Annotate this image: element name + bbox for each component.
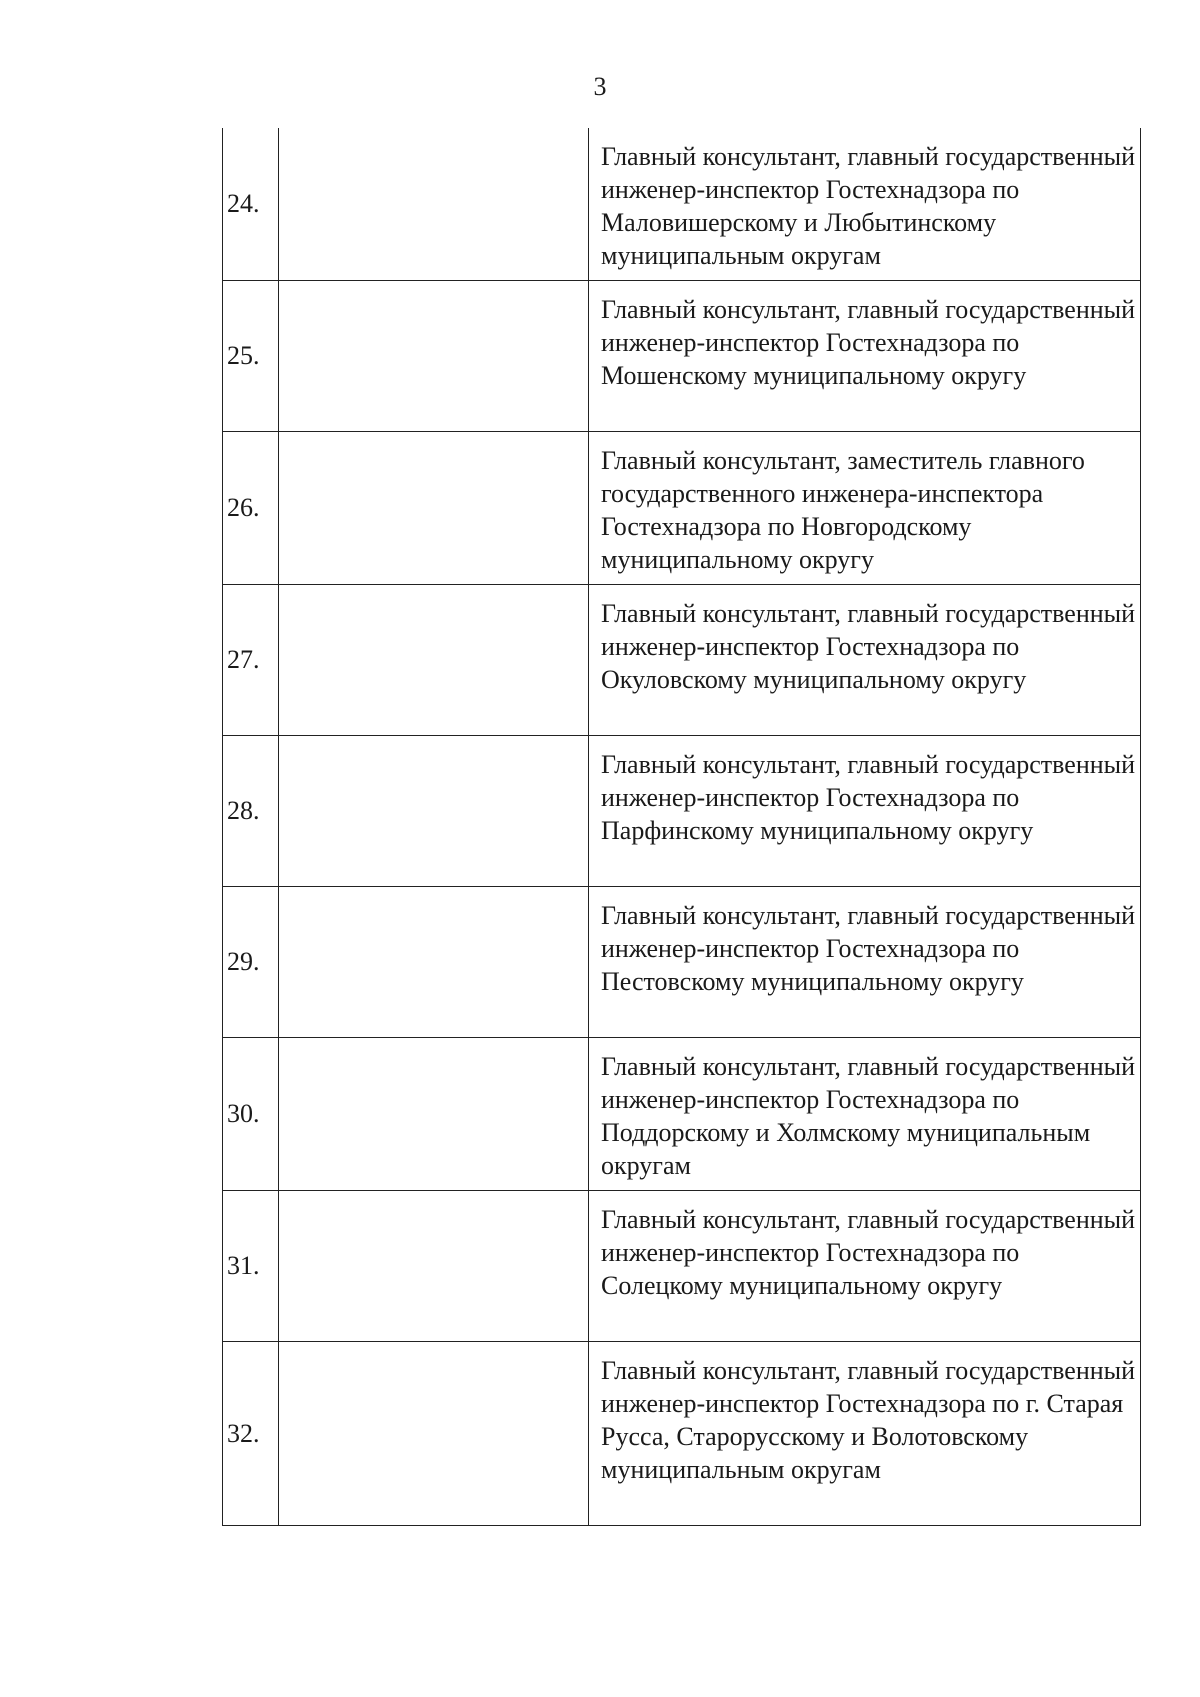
row-number: 31. (223, 1191, 279, 1342)
empty-cell (279, 736, 589, 887)
empty-cell (279, 1342, 589, 1526)
position-title: Главный консультант, заместитель главного государственного инженера-инспектора Гостехнадзора по Новгородскому муниципальному округу (589, 432, 1141, 585)
table-row (223, 128, 1141, 281)
row-number: 24. (223, 128, 279, 281)
table-row (223, 1038, 1141, 1191)
position-title: Главный консультант, главный государственный инженер-инспектор Гостехнадзора по Пестовскому муниципальному округу (589, 887, 1141, 1038)
empty-cell (279, 887, 589, 1038)
row-number: 30. (223, 1038, 279, 1191)
table-row (223, 736, 1141, 887)
positions-table (222, 128, 1141, 1526)
position-title: Главный консультант, главный государственный инженер-инспектор Гостехнадзора по Маловишерскому и Любытинскому муниципальным округам (589, 128, 1141, 281)
empty-cell (279, 281, 589, 432)
empty-cell (279, 432, 589, 585)
table-row (223, 432, 1141, 585)
table-row (223, 585, 1141, 736)
row-number: 29. (223, 887, 279, 1038)
table-row (223, 887, 1141, 1038)
row-number: 28. (223, 736, 279, 887)
row-number: 25. (223, 281, 279, 432)
page-number: 3 (593, 72, 607, 101)
empty-cell (279, 585, 589, 736)
table-row (223, 1342, 1141, 1526)
row-number: 32. (223, 1342, 279, 1526)
table-row (223, 1191, 1141, 1342)
empty-cell (279, 128, 589, 281)
position-title: Главный консультант, главный государственный инженер-инспектор Гостехнадзора по Парфинскому муниципальному округу (589, 736, 1141, 887)
position-title: Главный консультант, главный государственный инженер-инспектор Гостехнадзора по Солецкому муниципальному округу (589, 1191, 1141, 1342)
position-title: Главный консультант, главный государственный инженер-инспектор Гостехнадзора по Мошенскому муниципальному округу (589, 281, 1141, 432)
empty-cell (279, 1191, 589, 1342)
row-number: 27. (223, 585, 279, 736)
row-number: 26. (223, 432, 279, 585)
empty-cell (279, 1038, 589, 1191)
position-title: Главный консультант, главный государственный инженер-инспектор Гостехнадзора по Окуловскому муниципальному округу (589, 585, 1141, 736)
position-title: Главный консультант, главный государственный инженер-инспектор Гостехнадзора по Поддорскому и Холмскому муниципальным округам (589, 1038, 1141, 1191)
table-row (223, 281, 1141, 432)
position-title: Главный консультант, главный государственный инженер-инспектор Гостехнадзора по г. Старая Русса, Старорусскому и Волотовскому муниципальным округам (589, 1342, 1141, 1526)
